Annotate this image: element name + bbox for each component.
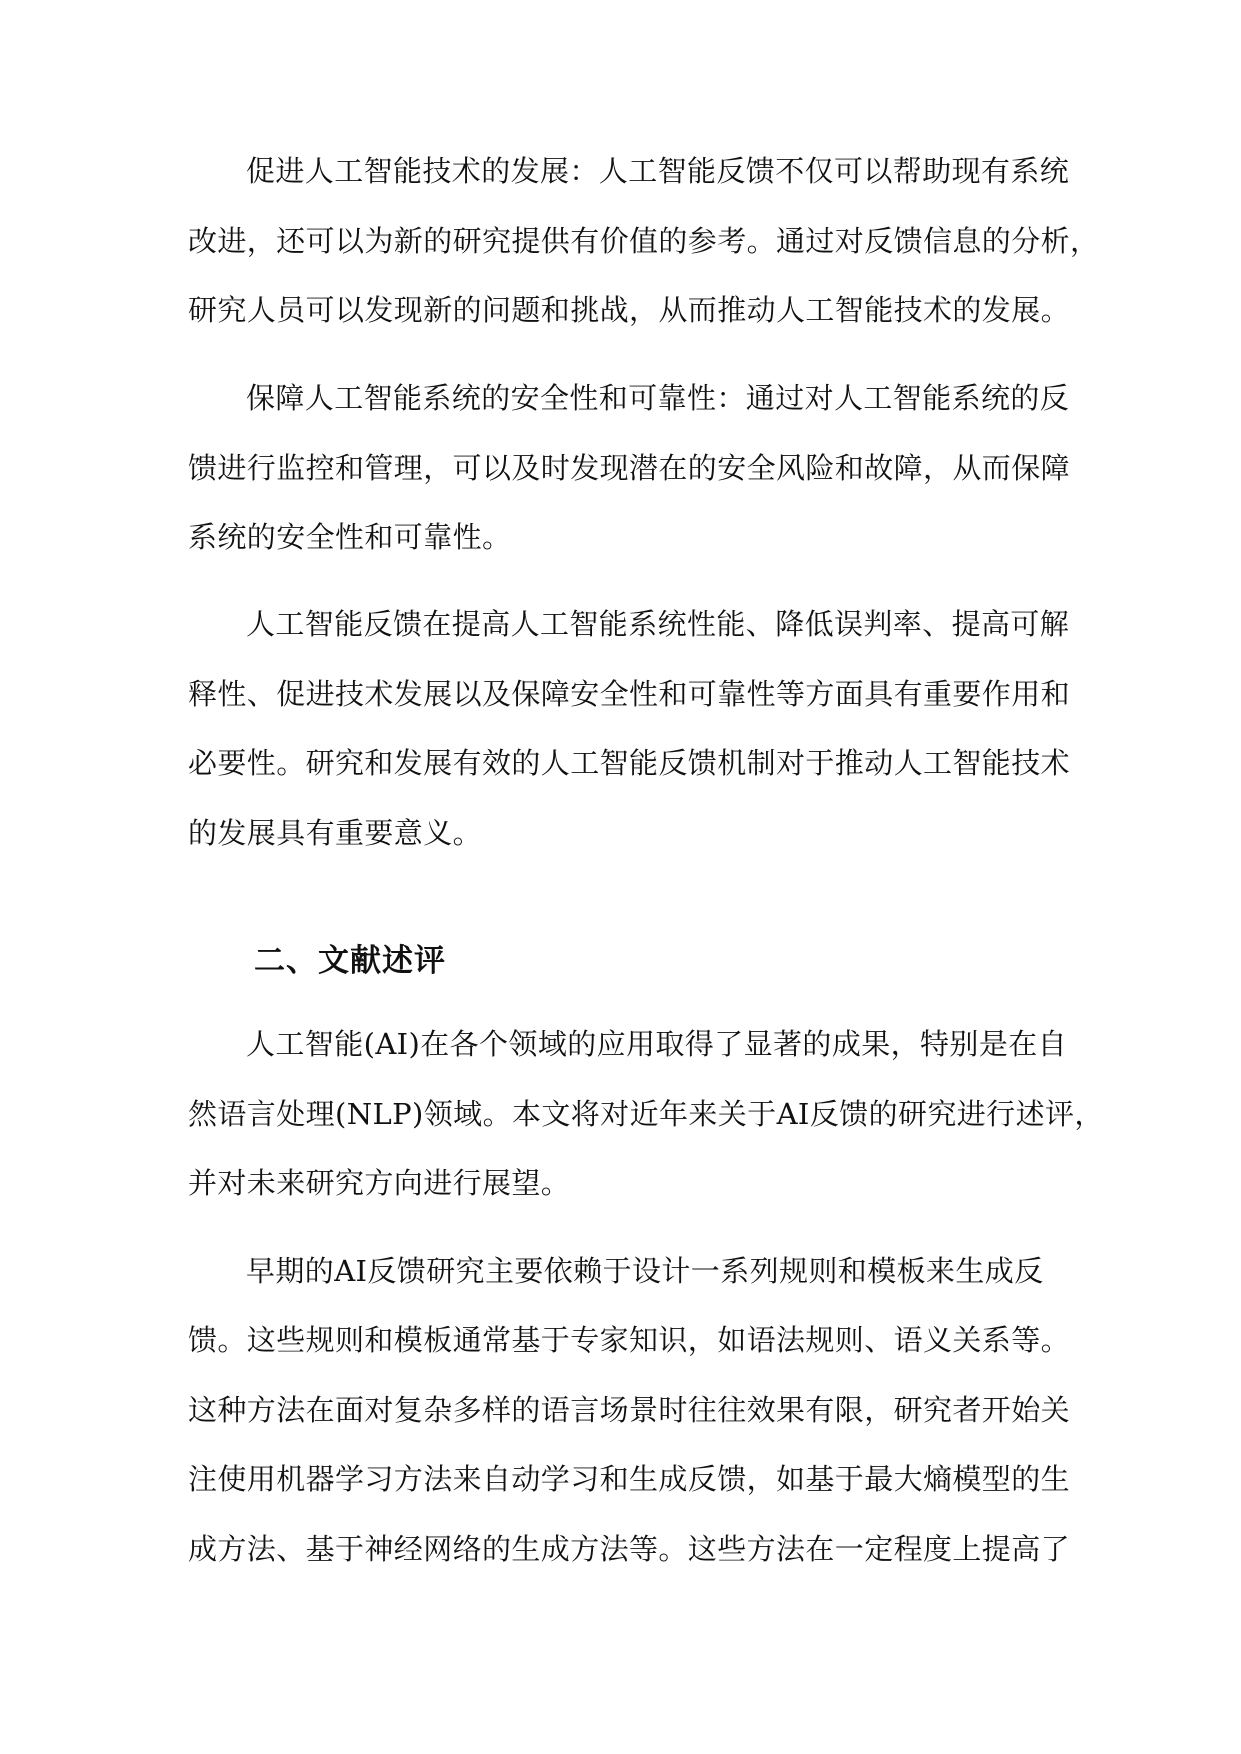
paragraph-2-line-3: 系统的安全性和可靠性。 bbox=[188, 520, 512, 554]
paragraph-3-line-1: 人工智能反馈在提高人工智能系统性能、降低误判率、提高可解 bbox=[246, 607, 1070, 641]
section-paragraph-1-line-1: 人工智能(AI)在各个领域的应用取得了显著的成果，特别是在自 bbox=[246, 1027, 1068, 1061]
section-paragraph-1-line-2: 然语言处理(NLP)领域。本文将对近年来关于AI反馈的研究进行述评， bbox=[188, 1097, 1104, 1131]
section-heading: 二、文献述评 bbox=[254, 943, 446, 979]
paragraph-2-line-1: 保障人工智能系统的安全性和可靠性：通过对人工智能系统的反 bbox=[246, 381, 1070, 415]
paragraph-1-line-3: 研究人员可以发现新的问题和挑战，从而推动人工智能技术的发展。 bbox=[188, 293, 1071, 327]
paragraph-2-line-2: 馈进行监控和管理，可以及时发现潜在的安全风险和故障，从而保障 bbox=[188, 451, 1071, 485]
section-paragraph-2-line-1: 早期的AI反馈研究主要依赖于设计一系列规则和模板来生成反 bbox=[246, 1254, 1044, 1288]
paragraph-3-line-2: 释性、促进技术发展以及保障安全性和可靠性等方面具有重要作用和 bbox=[188, 677, 1071, 711]
paragraph-1-line-2: 改进，还可以为新的研究提供有价值的参考。通过对反馈信息的分析， bbox=[188, 224, 1100, 258]
paragraph-3-line-3: 必要性。研究和发展有效的人工智能反馈机制对于推动人工智能技术 bbox=[188, 746, 1071, 780]
section-paragraph-2-line-3: 这种方法在面对复杂多样的语言场景时往往效果有限，研究者开始关 bbox=[188, 1393, 1071, 1427]
section-paragraph-2-line-5: 成方法、基于神经网络的生成方法等。这些方法在一定程度上提高了 bbox=[188, 1532, 1071, 1566]
paragraph-1-line-1: 促进人工智能技术的发展：人工智能反馈不仅可以帮助现有系统 bbox=[246, 154, 1070, 188]
section-paragraph-2-line-2: 馈。这些规则和模板通常基于专家知识，如语法规则、语义关系等。 bbox=[188, 1323, 1071, 1357]
section-paragraph-1-line-3: 并对未来研究方向进行展望。 bbox=[188, 1166, 571, 1200]
section-paragraph-2-line-4: 注使用机器学习方法来自动学习和生成反馈，如基于最大熵模型的生 bbox=[188, 1462, 1071, 1496]
paragraph-3-line-4: 的发展具有重要意义。 bbox=[188, 816, 483, 850]
